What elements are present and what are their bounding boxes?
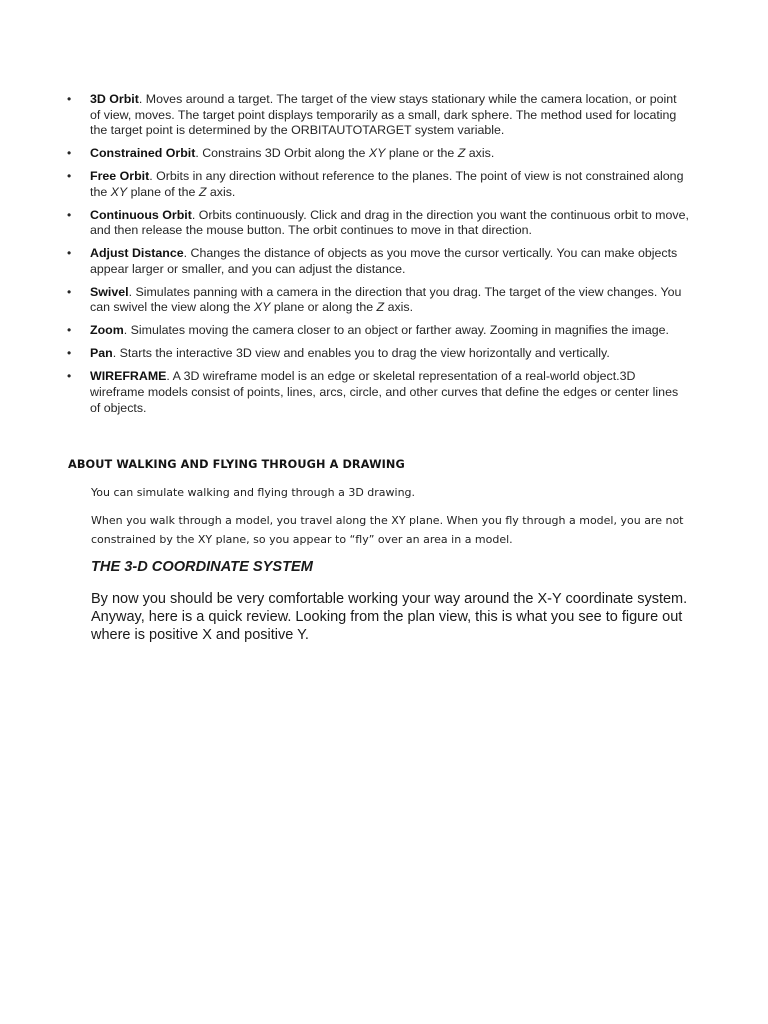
bullet-dot: • [67, 92, 72, 106]
list-item-continuous-orbit [66, 208, 690, 239]
bullet-dot: • [67, 169, 72, 184]
description-constrained-orbit-part-2: plane or the [385, 146, 458, 161]
list-item-zoom [66, 323, 690, 339]
description-constrained-orbit-part-1: . Constrains 3D Orbit along the [195, 146, 369, 161]
description-zoom: . Simulates moving the camera closer to an object or farther away. Zooming in magnifies the image. [123, 323, 669, 338]
description-swivel-part-2: plane or along the [270, 300, 377, 315]
list-item-3d-orbit [66, 92, 690, 139]
list-item-adjust-distance [66, 246, 690, 277]
term-wireframe: WIREFRAME [90, 369, 167, 384]
about-walking-flying-heading: ABOUT WALKING AND FLYING THROUGH A DRAWING [68, 458, 405, 471]
description-continuous-orbit: . Orbits continuously. Click and drag in the direction you want the continuous orbit to move, and then release the mouse button. The orbit continues to move in that direction. [90, 207, 689, 238]
term-continuous-orbit: Continuous Orbit [90, 207, 192, 222]
xy-plane-emphasis: XY [368, 146, 386, 161]
bullet-dot: • [67, 246, 72, 261]
bullet-dot: • [67, 146, 72, 161]
term-swivel: Swivel [90, 284, 129, 299]
bullet-dot: • [67, 323, 72, 338]
about-walking-paragraph-2: When you walk through a model, you travel along the XY plane. When you fly through a model, you are not constrained by the XY plane, so you appear to “fly” over an area in a model. [91, 514, 684, 546]
bullet-dot: • [67, 346, 72, 361]
coordinate-system-heading: THE 3-D COORDINATE SYSTEM [91, 559, 313, 575]
description-3d-orbit: . Moves around a target. The target of the view stays stationary while the camera location, or point of view, moves. The target point displays temporarily as a small, dark sphere. The method used for locating the target point is determined by the ORBITAUTOTARGET system variable. [90, 92, 677, 138]
z-axis-emphasis: Z [457, 146, 466, 161]
term-adjust-distance: Adjust Distance [90, 246, 184, 261]
z-axis-emphasis: Z [198, 184, 207, 199]
description-free-orbit-part-3: axis. [206, 184, 236, 199]
bullet-dot: • [67, 369, 72, 384]
term-free-orbit: Free Orbit [90, 169, 150, 184]
description-wireframe: . A 3D wireframe model is an edge or skeletal representation of a real-world object.3D wireframe models consist of points, lines, arcs, circle, and other curves that define the edges or center lines of objects. [90, 369, 679, 415]
about-walking-paragraph-1: You can simulate walking and flying through a 3D drawing. [91, 486, 416, 499]
xy-plane-emphasis: XY [110, 184, 128, 199]
coordinate-system-paragraph: By now you should be very comfortable working your way around the X-Y coordinate system. Anyway, here is a quick review. Looking from the plan view, this is what you see to figure out where is positive X and positive Y. [91, 591, 688, 643]
bullet-dot: • [67, 284, 72, 299]
description-adjust-distance: . Changes the distance of objects as you move the cursor vertically. You can make objects appear larger or smaller, and you can adjust the distance. [90, 246, 678, 276]
description-free-orbit-part-1: . Orbits in any direction without reference to the planes. The point of view is not constrained along the [90, 169, 684, 199]
description-free-orbit-part-2: plane of the [127, 184, 199, 199]
description-swivel-part-1: . Simulates panning with a camera in the direction that you drag. The target of the view changes. You can swivel the view along the [90, 284, 682, 315]
list-item-constrained-orbit [66, 146, 690, 162]
term-constrained-orbit: Constrained Orbit [90, 146, 196, 161]
orbit-tools-list [66, 92, 690, 424]
term-3d-orbit: 3D Orbit [90, 92, 139, 106]
description-swivel-part-3: axis. [384, 300, 414, 315]
list-item-wireframe [66, 369, 690, 416]
term-zoom: Zoom [90, 323, 124, 338]
list-item-pan [66, 346, 690, 362]
term-pan: Pan [90, 346, 113, 361]
list-item-free-orbit [66, 169, 690, 200]
description-constrained-orbit-part-3: axis. [465, 146, 495, 161]
xy-plane-emphasis: XY [253, 300, 271, 315]
bullet-dot: • [67, 207, 72, 222]
description-pan: . Starts the interactive 3D view and enables you to drag the view horizontally and vertically. [112, 346, 610, 361]
z-axis-emphasis: Z [376, 300, 385, 315]
list-item-swivel [66, 285, 690, 316]
